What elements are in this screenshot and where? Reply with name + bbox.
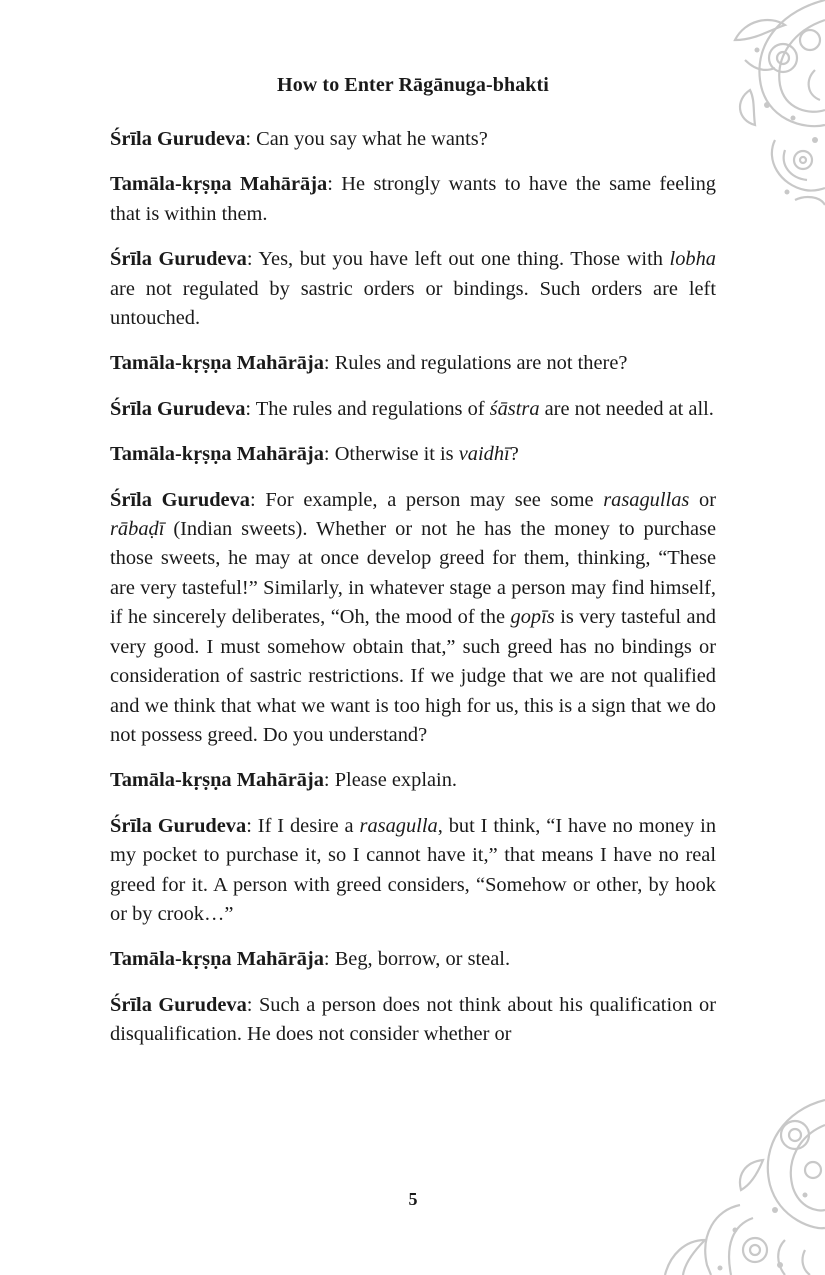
dialogue-paragraph [110,945,716,974]
page-number: 5 [408,1189,418,1209]
speaker-colon: : [323,352,335,375]
speaker-colon: : [246,814,258,837]
speaker-colon: : [323,948,335,971]
speaker-name: Śrīla Gurudeva [110,128,246,150]
speaker-name: Tamāla-kṛṣṇa Mahārāja [110,173,328,196]
speaker-name: Tamāla-kṛṣṇa Mahārāja [110,352,324,375]
dialogue-paragraph [110,440,716,469]
dialogue-body [110,125,716,1066]
dialogue-text: Please explain. [334,769,457,792]
dialogue-text: are not needed at all. [539,397,714,420]
dialogue-paragraph [110,812,716,930]
speaker-colon: : [249,488,266,511]
dialogue-paragraph [110,395,716,424]
dialogue-text: Yes, but you have left out one thing. Those with [258,248,670,271]
dialogue-paragraph [110,125,716,154]
dialogue-text: He strongly wants to have the same feeling that is within them. [110,173,716,225]
italic-term: rābaḍī [110,518,165,541]
speaker-name: Śrīla Gurudeva [110,488,250,511]
dialogue-text: or [689,488,717,511]
dialogue-text: The rules and regulations of [255,397,490,420]
speaker-name: Tamāla-kṛṣṇa Mahārāja [110,948,324,971]
dialogue-paragraph [110,170,716,229]
dialogue-text: , but I think, “I have no money in my pocket to purchase it, so I cannot have it,” that means I have no real greed for it. A person with greed considers, “Somehow or other, by hook or by crook…” [110,814,717,925]
page-title: How to Enter Rāgānuga-bhakti [277,74,549,96]
dialogue-paragraph [110,245,716,333]
dialogue-paragraph [110,349,716,378]
dialogue-text: For example, a person may see some [265,488,604,511]
dialogue-text: Beg, borrow, or steal. [334,948,511,971]
speaker-name: Śrīla Gurudeva [110,814,247,837]
dialogue-text: ? [509,443,519,466]
dialogue-text: (Indian sweets). Whether or not he has the money to purchase those sweets, he may at once develop greed for them, thinking, “These are very tasteful!” Similarly, in whatever stage a person may find himself, if he sincerely deliberates, “Oh, the mood of the [110,518,716,629]
speaker-colon: : [245,128,257,150]
speaker-colon: : [323,443,335,466]
italic-term: rasagullas [603,488,690,511]
dialogue-paragraph [110,991,716,1050]
dialogue-text: Can you say what he wants? [256,128,488,150]
dialogue-text: Such a person does not think about his qualification or disqualification. He does not consider whether or [110,993,716,1046]
speaker-name: Tamāla-kṛṣṇa Mahārāja [110,443,324,466]
speaker-colon: : [245,397,256,420]
italic-term: vaidhī [458,443,510,466]
dialogue-text: are not regulated by sastric orders or bindings. Such orders are left untouched. [110,277,716,330]
speaker-name: Tamāla-kṛṣṇa Mahārāja [110,769,324,792]
dialogue-text: Otherwise it is [334,443,459,466]
speaker-name: Śrīla Gurudeva [110,993,247,1016]
paisley-ornament-bottom-icon [645,1090,825,1275]
dialogue-text: Rules and regulations are not there? [334,352,628,375]
dialogue-paragraph [110,486,716,751]
italic-term: lobha [669,248,716,271]
italic-term: śāstra [489,397,540,420]
italic-term: rasagulla [359,814,438,837]
dialogue-paragraph [110,766,716,795]
speaker-name: Śrīla Gurudeva [110,248,247,271]
dialogue-text: is very tasteful and very good. I must somehow obtain that,” such greed has no bindings or consideration of sastric restrictions. If we judge that we are not qualified and we think that what we want is too high for us, this is a sign that we do not possess greed. Do you understand? [110,606,716,746]
speaker-colon: : [246,248,259,271]
speaker-colon: : [323,769,335,792]
speaker-name: Śrīla Gurudeva [110,397,246,420]
dialogue-text: If I desire a [257,814,360,837]
italic-term: gopīs [510,606,555,629]
speaker-colon: : [246,993,259,1016]
speaker-colon: : [327,173,342,196]
